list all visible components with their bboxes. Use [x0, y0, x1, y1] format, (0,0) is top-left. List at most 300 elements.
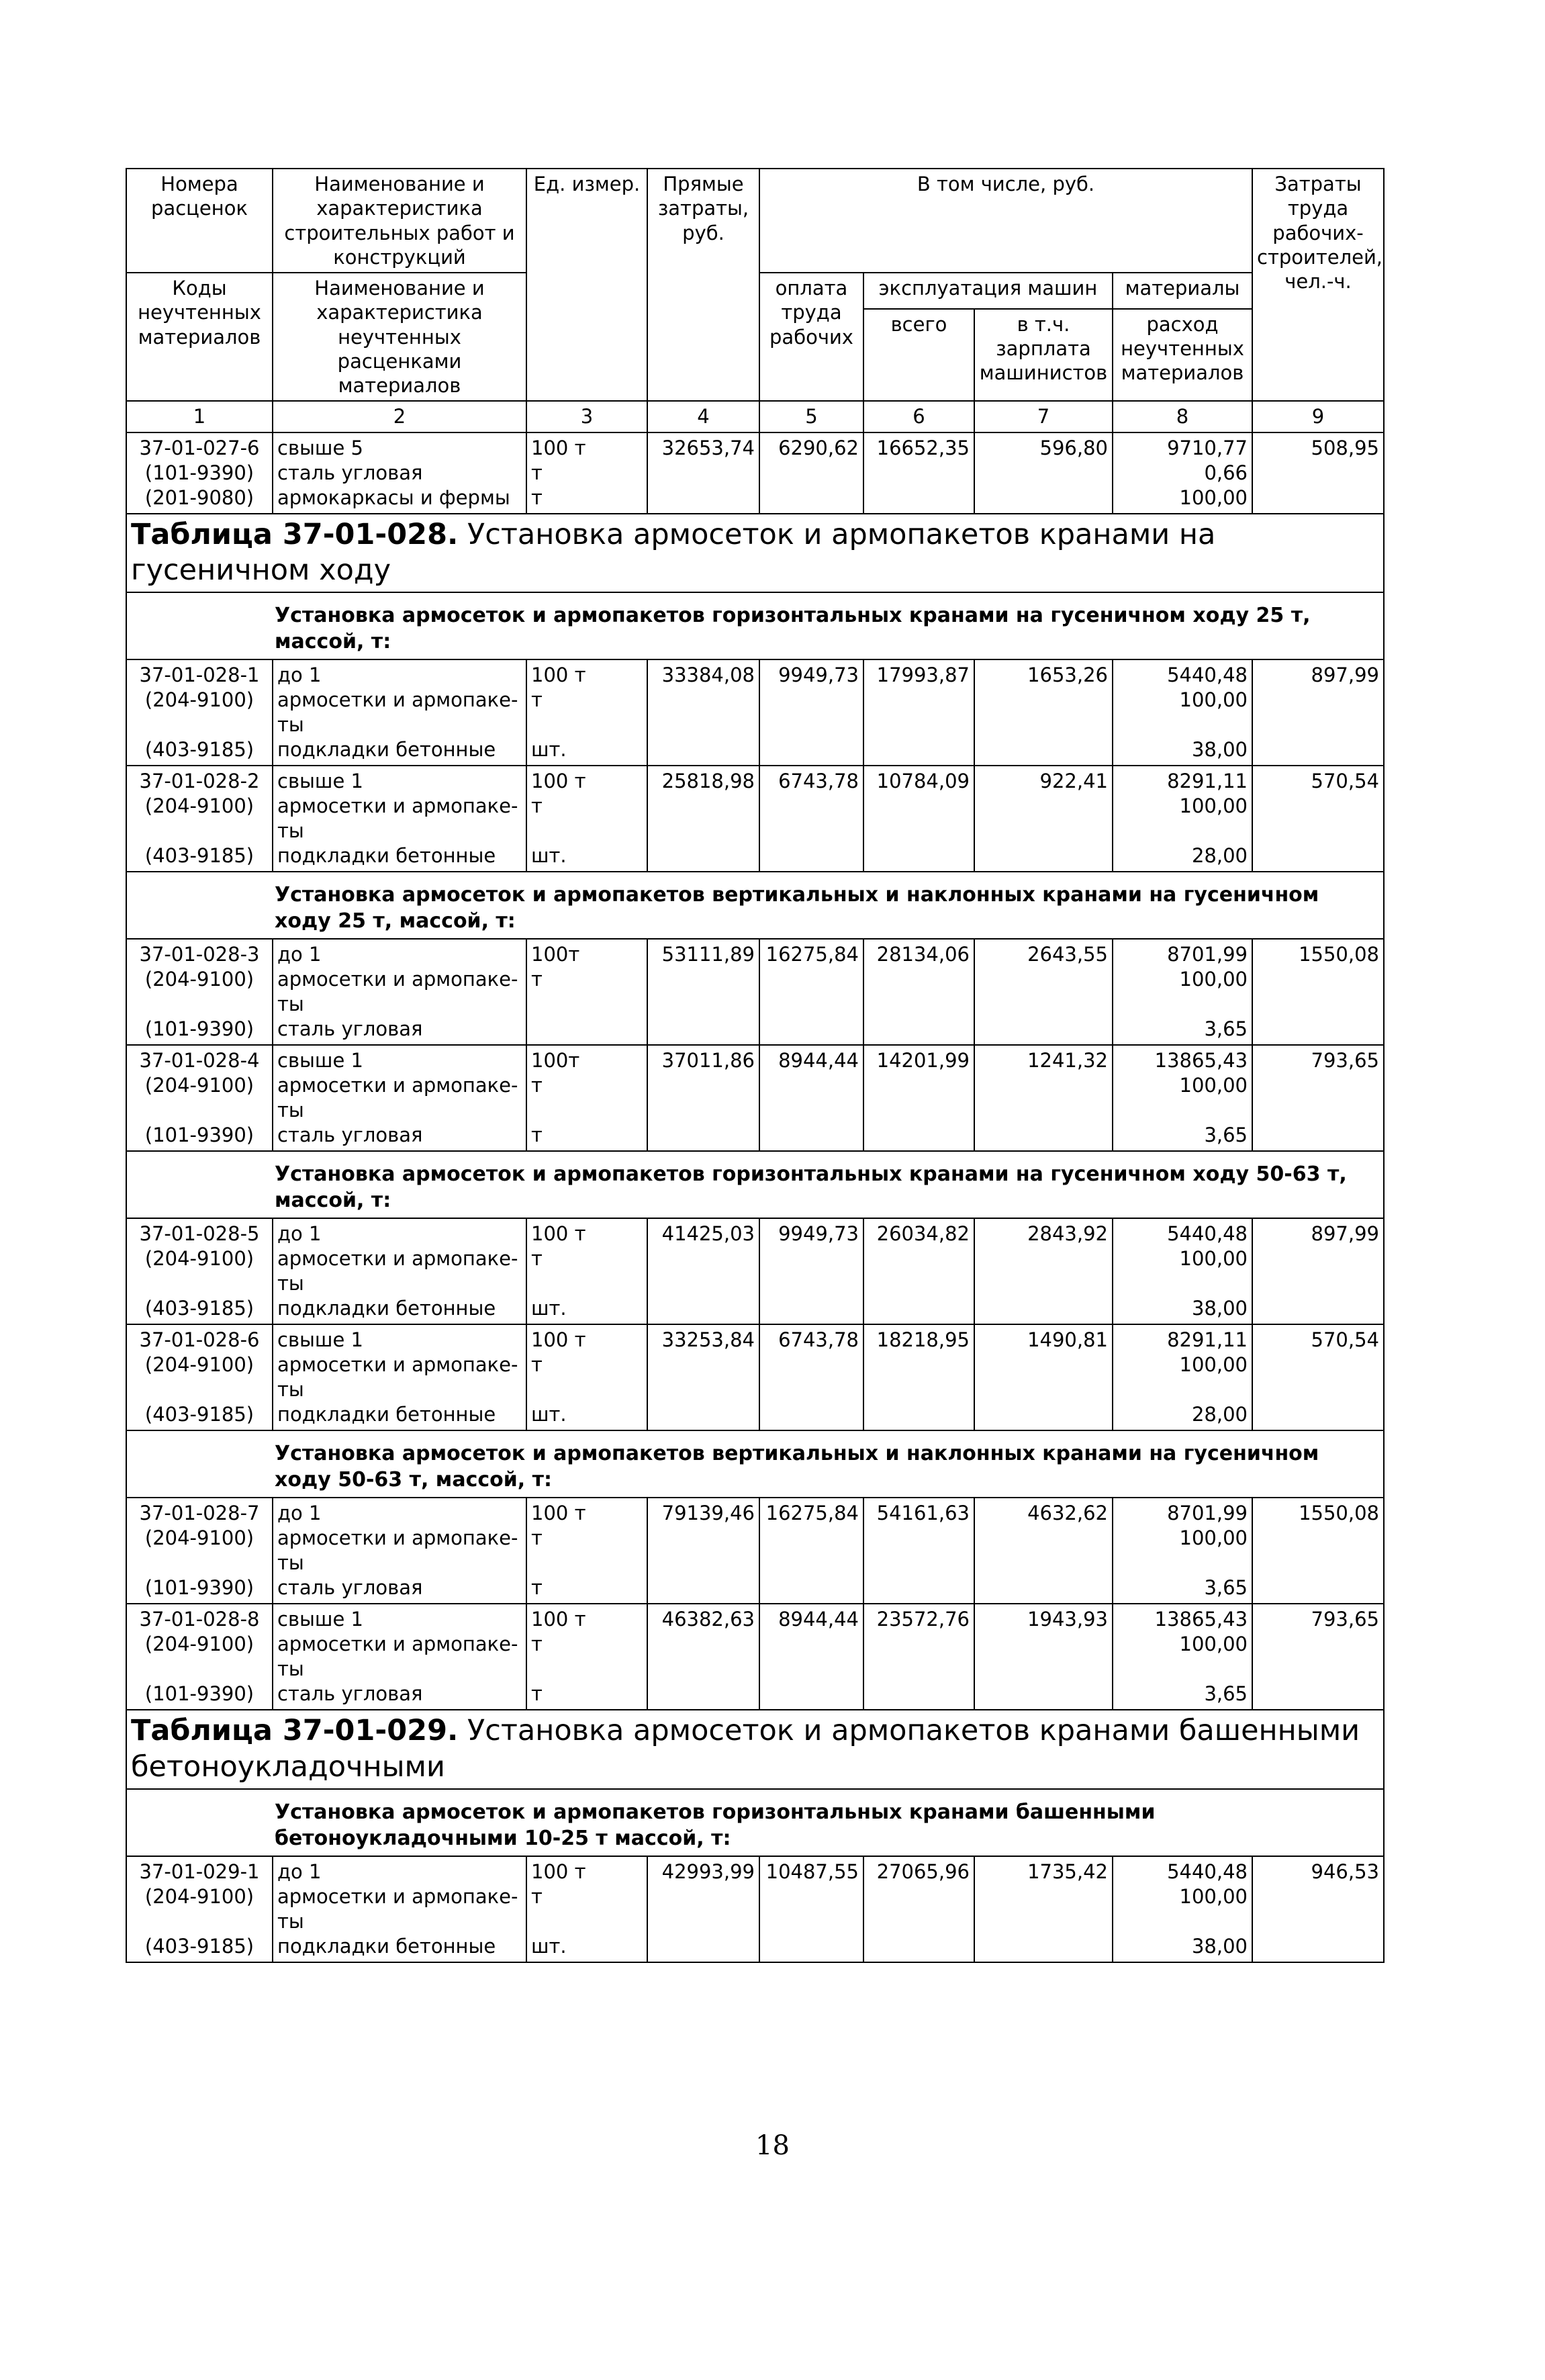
section-row: [126, 592, 1384, 659]
machinists-wage-cell: 1735,42: [974, 1856, 1113, 1962]
code-line: 37-01-028-3: [139, 943, 260, 966]
code-line: 37-01-028-6: [139, 1328, 260, 1351]
direct-cost-cell: 79139,46: [647, 1498, 759, 1604]
materials-line: 3,65: [1204, 1682, 1248, 1705]
column-number: 4: [647, 401, 759, 432]
machinists-wage-cell: 596,80: [974, 432, 1113, 514]
name-line: ты: [277, 1099, 304, 1122]
machines-cost-cell: 23572,76: [863, 1604, 974, 1710]
machinists-wage-cell: 1490,81: [974, 1324, 1113, 1430]
materials-line: 38,00: [1191, 738, 1248, 761]
code-line: 37-01-028-1: [139, 663, 260, 686]
unit-line: т: [531, 688, 543, 711]
materials-line: 100,00: [1179, 794, 1248, 817]
code-cell: [126, 1045, 273, 1151]
materials-line: 8701,99: [1167, 1502, 1248, 1524]
unit-line: шт.: [531, 1934, 567, 1958]
code-cell: [126, 1218, 273, 1324]
name-cell: [273, 659, 526, 766]
direct-cost-cell: 46382,63: [647, 1604, 759, 1710]
unit-line: т: [531, 1247, 543, 1270]
name-line: армосетки и армопаке-: [277, 1353, 518, 1376]
materials-line: 100,00: [1179, 968, 1248, 991]
code-line: [131, 819, 268, 843]
labor-cost-cell: 8944,44: [759, 1045, 863, 1151]
unit-line: 100т: [531, 1049, 580, 1072]
materials-cell: [1113, 939, 1252, 1045]
name-line: ты: [277, 1657, 304, 1680]
name-line: ты: [277, 1272, 304, 1295]
labor-hours-cell: 570,54: [1252, 1324, 1384, 1430]
name-line: армосетки и армопаке-: [277, 794, 518, 817]
name-line: сталь угловая: [277, 1682, 423, 1705]
direct-cost-cell: 33253,84: [647, 1324, 759, 1430]
section-row: [126, 1789, 1384, 1856]
code-cell: [126, 1604, 273, 1710]
materials-line: 100,00: [1179, 688, 1248, 711]
unit-line: [531, 992, 643, 1017]
unit-line: [531, 1377, 643, 1402]
name-cell: [273, 1498, 526, 1604]
unit-line: шт.: [531, 1403, 567, 1426]
code-line: (403-9185): [144, 1934, 254, 1958]
name-line: подкладки бетонные: [277, 1403, 496, 1426]
code-line: [131, 1909, 268, 1934]
labor-cost-cell: 6743,78: [759, 766, 863, 872]
code-line: (204-9100): [144, 1526, 254, 1549]
name-line: ты: [277, 993, 304, 1015]
section-heading: Установка армосеток и армопакетов горизонтальных кранами на гусеничном ходу 25 т, массой, т:: [126, 592, 1384, 659]
table-title: [126, 514, 1384, 593]
header-row-top: [126, 169, 1384, 273]
materials-line: 9710,77: [1167, 436, 1248, 459]
materials-line: [1117, 713, 1248, 737]
section-heading: Установка армосеток и армопакетов горизонтальных кранами на гусеничном ходу 50-63 т, массой, т:: [126, 1151, 1384, 1218]
name-cell: [273, 1218, 526, 1324]
unit-line: 100 т: [531, 663, 586, 686]
unit-line: [531, 1909, 643, 1934]
materials-line: 5440,48: [1167, 1222, 1248, 1245]
name-cell: [273, 939, 526, 1045]
materials-line: [1117, 819, 1248, 843]
name-line: до 1: [277, 1222, 322, 1245]
name-cell: [273, 432, 526, 514]
code-line: 37-01-028-5: [139, 1222, 260, 1245]
unit-cell: [526, 432, 647, 514]
unit-line: шт.: [531, 738, 567, 761]
unit-cell: [526, 659, 647, 766]
unit-line: т: [531, 1074, 543, 1097]
materials-line: 3,65: [1204, 1124, 1248, 1146]
section-row: [126, 1151, 1384, 1218]
code-line: 37-01-028-2: [139, 770, 260, 792]
labor-hours-cell: 897,99: [1252, 1218, 1384, 1324]
machines-cost-cell: 10784,09: [863, 766, 974, 872]
materials-line: 13865,43: [1154, 1608, 1248, 1631]
direct-cost-cell: 37011,86: [647, 1045, 759, 1151]
materials-line: 100,00: [1179, 1526, 1248, 1549]
name-line: армосетки и армопаке-: [277, 1884, 518, 1908]
code-line: (204-9100): [144, 1074, 254, 1097]
materials-line: [1117, 992, 1248, 1017]
unit-line: т: [531, 1576, 543, 1599]
materials-cell: [1113, 1324, 1252, 1430]
name-line: армосетки и армопаке-: [277, 1074, 518, 1097]
labor-cost-cell: 9949,73: [759, 1218, 863, 1324]
labor-cost-cell: 8944,44: [759, 1604, 863, 1710]
name-cell: [273, 1604, 526, 1710]
machinists-wage-cell: 2643,55: [974, 939, 1113, 1045]
code-line: (204-9100): [144, 968, 254, 991]
column-number: 3: [526, 401, 647, 432]
unit-line: т: [531, 1682, 543, 1705]
header-group-materials: материалы: [1113, 273, 1252, 309]
code-cell: [126, 1498, 273, 1604]
code-line: (403-9185): [144, 1403, 254, 1426]
labor-cost-cell: 9949,73: [759, 659, 863, 766]
column-numbers-row: [126, 401, 1384, 432]
code-line: (101-9390): [144, 1576, 254, 1599]
materials-line: 8291,11: [1167, 1328, 1248, 1351]
code-line: (403-9185): [144, 1297, 254, 1320]
unit-line: шт.: [531, 1297, 567, 1320]
name-line: армосетки и армопаке-: [277, 688, 518, 711]
direct-cost-cell: 32653,74: [647, 432, 759, 514]
materials-line: 13865,43: [1154, 1049, 1248, 1072]
code-cell: [126, 659, 273, 766]
direct-cost-cell: 25818,98: [647, 766, 759, 872]
column-number: 8: [1113, 401, 1252, 432]
unit-line: 100 т: [531, 1608, 586, 1631]
labor-hours-cell: 1550,08: [1252, 939, 1384, 1045]
name-line: до 1: [277, 1860, 322, 1883]
materials-line: [1117, 1551, 1248, 1575]
machines-cost-cell: 17993,87: [863, 659, 974, 766]
machinists-wage-cell: 4632,62: [974, 1498, 1113, 1604]
materials-line: 28,00: [1191, 844, 1248, 867]
direct-cost-cell: 33384,08: [647, 659, 759, 766]
materials-cell: [1113, 1856, 1252, 1962]
labor-hours-cell: 793,65: [1252, 1604, 1384, 1710]
header-group-machines: эксплуатация машин: [863, 273, 1113, 309]
section-heading: Установка армосеток и армопакетов горизонтальных кранами башенными бетоноукладочными 10-25 т массой, т:: [126, 1789, 1384, 1856]
code-line: [131, 713, 268, 737]
materials-line: 100,00: [1179, 1353, 1248, 1376]
unit-line: 100 т: [531, 1860, 586, 1883]
unit-line: т: [531, 968, 543, 991]
code-line: 37-01-028-8: [139, 1608, 260, 1631]
name-line: сталь угловая: [277, 1017, 423, 1040]
unit-line: [531, 713, 643, 737]
code-line: (204-9100): [144, 1353, 254, 1376]
name-line: подкладки бетонные: [277, 1297, 496, 1320]
unit-line: [531, 819, 643, 843]
name-cell: [273, 1324, 526, 1430]
unit-line: 100 т: [531, 770, 586, 792]
section-heading: Установка армосеток и армопакетов вертикальных и наклонных кранами на гусеничном ходу 25 т, массой, т:: [126, 872, 1384, 939]
labor-hours-cell: 793,65: [1252, 1045, 1384, 1151]
machines-cost-cell: 16652,35: [863, 432, 974, 514]
machines-cost-cell: 14201,99: [863, 1045, 974, 1151]
labor-hours-cell: 946,53: [1252, 1856, 1384, 1962]
code-line: (403-9185): [144, 738, 254, 761]
table-row: [126, 1604, 1384, 1710]
name-line: подкладки бетонные: [277, 738, 496, 761]
unit-line: т: [531, 486, 543, 509]
labor-hours-cell: 897,99: [1252, 659, 1384, 766]
table-title-row: [126, 514, 1384, 593]
code-line: [131, 1098, 268, 1123]
name-line: сталь угловая: [277, 1576, 423, 1599]
materials-cell: [1113, 1218, 1252, 1324]
table-heading: Установка армосеток и армопакетов кранами на гусеничном ходу: [131, 517, 1216, 588]
code-line: (204-9100): [144, 794, 254, 817]
name-line: подкладки бетонные: [277, 1934, 496, 1958]
code-line: (204-9100): [144, 1884, 254, 1908]
unit-line: т: [531, 461, 543, 484]
section-row: [126, 1430, 1384, 1498]
materials-line: 100,00: [1179, 1074, 1248, 1097]
name-line: ты: [277, 819, 304, 842]
labor-cost-cell: 16275,84: [759, 1498, 863, 1604]
name-line: сталь угловая: [277, 1124, 423, 1146]
unit-line: т: [531, 1526, 543, 1549]
materials-line: 28,00: [1191, 1403, 1248, 1426]
materials-line: 3,65: [1204, 1017, 1248, 1040]
machinists-wage-cell: 1241,32: [974, 1045, 1113, 1151]
materials-line: [1117, 1657, 1248, 1682]
unit-line: т: [531, 1124, 543, 1146]
name-line: свыше 5: [277, 436, 363, 459]
name-line: свыше 1: [277, 1608, 363, 1631]
unit-line: 100 т: [531, 1502, 586, 1524]
table-title-row: [126, 1710, 1384, 1789]
table-number: Таблица 37-01-029.: [131, 1714, 459, 1747]
header-col4: Прямые затраты, руб.: [647, 169, 759, 401]
code-line: [131, 1551, 268, 1575]
name-cell: [273, 1856, 526, 1962]
machines-cost-cell: 27065,96: [863, 1856, 974, 1962]
materials-cell: [1113, 766, 1252, 872]
document-page: [126, 168, 1383, 1963]
unit-line: [531, 1017, 643, 1042]
unit-cell: [526, 1218, 647, 1324]
machinists-wage-cell: 1943,93: [974, 1604, 1113, 1710]
name-cell: [273, 766, 526, 872]
unit-line: 100 т: [531, 436, 586, 459]
section-heading: Установка армосеток и армопакетов вертикальных и наклонных кранами на гусеничном ходу 50-63 т, массой, т:: [126, 1430, 1384, 1498]
code-line: (101-9390): [144, 1017, 254, 1040]
table-row: [126, 659, 1384, 766]
column-number: 7: [974, 401, 1113, 432]
header-col2-top: Наименование и характеристика строительных работ и конструкций: [273, 169, 526, 273]
name-line: свыше 1: [277, 770, 363, 792]
header-group-title: В том числе, руб.: [759, 169, 1252, 273]
column-number: 5: [759, 401, 863, 432]
code-line: (204-9100): [144, 1247, 254, 1270]
name-line: до 1: [277, 1502, 322, 1524]
unit-cell: [526, 939, 647, 1045]
unit-line: шт.: [531, 844, 567, 867]
name-line: армокаркасы и фермы: [277, 486, 510, 509]
table-title: [126, 1710, 1384, 1789]
code-line: 37-01-028-4: [139, 1049, 260, 1072]
name-line: сталь угловая: [277, 461, 423, 484]
column-number: 6: [863, 401, 974, 432]
code-line: [131, 1657, 268, 1682]
machinists-wage-cell: 2843,92: [974, 1218, 1113, 1324]
materials-line: 100,00: [1179, 1247, 1248, 1270]
table-heading: Установка армосеток и армопакетов кранами башенными бетоноукладочными: [131, 1714, 1360, 1784]
name-line: армосетки и армопаке-: [277, 1247, 518, 1270]
name-line: ты: [277, 1909, 304, 1933]
materials-line: 5440,48: [1167, 663, 1248, 686]
materials-line: 100,00: [1179, 1884, 1248, 1908]
materials-line: [1117, 1098, 1248, 1123]
materials-line: 5440,48: [1167, 1860, 1248, 1883]
labor-cost-cell: 16275,84: [759, 939, 863, 1045]
unit-line: т: [531, 794, 543, 817]
name-line: армосетки и армопаке-: [277, 1526, 518, 1549]
unit-line: т: [531, 1884, 543, 1908]
materials-line: 100,00: [1179, 1633, 1248, 1655]
code-line: (101-9390): [144, 1124, 254, 1146]
unit-cell: [526, 1604, 647, 1710]
unit-line: т: [531, 1633, 543, 1655]
materials-line: 38,00: [1191, 1934, 1248, 1958]
materials-line: 8701,99: [1167, 943, 1248, 966]
machinists-wage-cell: 1653,26: [974, 659, 1113, 766]
header-col2-bottom: Наименование и характеристика неучтенных расценками материалов: [273, 273, 526, 401]
header-col5: оплата труда рабочих: [759, 273, 863, 401]
unit-line: [531, 1098, 643, 1123]
labor-hours-cell: 1550,08: [1252, 1498, 1384, 1604]
table-row: [126, 1324, 1384, 1430]
header-col8: расход неучтенных материалов: [1113, 309, 1252, 402]
code-line: (403-9185): [144, 844, 254, 867]
machines-cost-cell: 18218,95: [863, 1324, 974, 1430]
code-line: (101-9390): [144, 1682, 254, 1705]
materials-cell: [1113, 1498, 1252, 1604]
materials-line: 0,66: [1204, 461, 1248, 484]
materials-line: [1117, 1377, 1248, 1402]
code-cell: [126, 432, 273, 514]
table-row: [126, 766, 1384, 872]
table-row: [126, 939, 1384, 1045]
direct-cost-cell: 41425,03: [647, 1218, 759, 1324]
section-row: [126, 872, 1384, 939]
table-row: [126, 1218, 1384, 1324]
header-col6: всего: [863, 309, 974, 402]
direct-cost-cell: 42993,99: [647, 1856, 759, 1962]
code-line: 37-01-028-7: [139, 1502, 260, 1524]
code-line: [131, 992, 268, 1017]
materials-cell: [1113, 432, 1252, 514]
labor-cost-cell: 6290,62: [759, 432, 863, 514]
name-cell: [273, 1045, 526, 1151]
materials-cell: [1113, 1604, 1252, 1710]
table-number: Таблица 37-01-028.: [131, 517, 459, 551]
table-row: [126, 1856, 1384, 1962]
materials-line: [1117, 1909, 1248, 1934]
code-line: 37-01-027-6: [139, 436, 260, 459]
header-col9: Затраты труда рабочих-строителей, чел.-ч.: [1252, 169, 1384, 401]
code-cell: [126, 1856, 273, 1962]
machines-cost-cell: 26034,82: [863, 1218, 974, 1324]
name-line: свыше 1: [277, 1049, 363, 1072]
name-line: до 1: [277, 663, 322, 686]
name-line: армосетки и армопаке-: [277, 1633, 518, 1655]
labor-cost-cell: 6743,78: [759, 1324, 863, 1430]
name-line: ты: [277, 1551, 304, 1574]
materials-line: 8291,11: [1167, 770, 1248, 792]
name-line: подкладки бетонные: [277, 844, 496, 867]
materials-cell: [1113, 1045, 1252, 1151]
unit-line: т: [531, 1353, 543, 1376]
unit-line: [531, 1551, 643, 1575]
header-col3: Ед. измер.: [526, 169, 647, 401]
code-line: [131, 1377, 268, 1402]
name-line: армосетки и армопаке-: [277, 968, 518, 991]
name-line: до 1: [277, 943, 322, 966]
labor-hours-cell: 570,54: [1252, 766, 1384, 872]
unit-line: 100 т: [531, 1222, 586, 1245]
unit-cell: [526, 1856, 647, 1962]
header-col1-bottom: Коды неучтенных материалов: [126, 273, 273, 401]
materials-line: [1117, 1271, 1248, 1296]
name-line: ты: [277, 713, 304, 736]
code-cell: [126, 939, 273, 1045]
column-number: 9: [1252, 401, 1384, 432]
code-line: (101-9390): [144, 461, 254, 484]
materials-line: 3,65: [1204, 1576, 1248, 1599]
unit-line: [531, 1271, 643, 1296]
unit-cell: [526, 1045, 647, 1151]
column-number: 2: [273, 401, 526, 432]
code-line: (201-9080): [144, 486, 254, 509]
code-line: [131, 1271, 268, 1296]
column-number: 1: [126, 401, 273, 432]
machines-cost-cell: 54161,63: [863, 1498, 974, 1604]
header-col7: в т.ч. зарплата машинистов: [974, 309, 1113, 402]
code-cell: [126, 1324, 273, 1430]
materials-line: 38,00: [1191, 1297, 1248, 1320]
unit-line: 100т: [531, 943, 580, 966]
materials-cell: [1113, 659, 1252, 766]
labor-hours-cell: 508,95: [1252, 432, 1384, 514]
code-line: (204-9100): [144, 1633, 254, 1655]
table-row: [126, 1045, 1384, 1151]
table-row: [126, 1498, 1384, 1604]
unit-cell: [526, 1324, 647, 1430]
unit-line: 100 т: [531, 1328, 586, 1351]
code-line: 37-01-029-1: [139, 1860, 260, 1883]
code-line: (204-9100): [144, 688, 254, 711]
machinists-wage-cell: 922,41: [974, 766, 1113, 872]
unit-cell: [526, 766, 647, 872]
table-row: [126, 432, 1384, 514]
materials-line: 100,00: [1179, 486, 1248, 509]
machines-cost-cell: 28134,06: [863, 939, 974, 1045]
page-number: 18: [755, 2130, 790, 2161]
direct-cost-cell: 53111,89: [647, 939, 759, 1045]
labor-cost-cell: 10487,55: [759, 1856, 863, 1962]
name-line: ты: [277, 1378, 304, 1401]
code-cell: [126, 766, 273, 872]
name-line: свыше 1: [277, 1328, 363, 1351]
unit-line: [531, 1657, 643, 1682]
header-col1-top: Номера расценок: [126, 169, 273, 273]
